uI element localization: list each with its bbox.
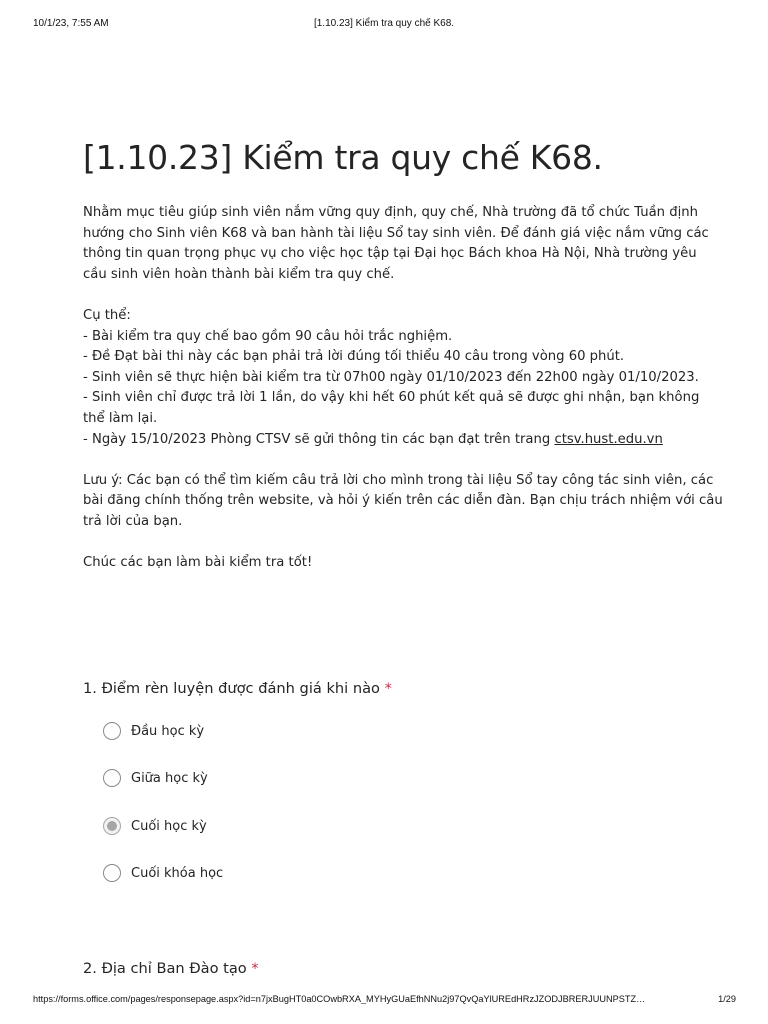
required-asterisk: *: [251, 960, 259, 977]
page-number: 1/29: [718, 994, 736, 1004]
detail-prefix: - Ngày 15/10/2023 Phòng CTSV sẽ gửi thông tin các bạn đạt trên trang: [83, 431, 555, 447]
print-footer: [0, 994, 768, 1008]
description-intro: Nhằm mục tiêu giúp sinh viên nắm vững quy định, quy chế, Nhà trường đã tổ chức Tuần định hướng cho Sinh viên K68 và ban hành tài liệu Sổ tay sinh viên. Để đánh giá việc nắm vững các thông tin quan trọng phục vụ cho việc học tập tại Đại học Bách khoa Hà Nội, Nhà trường yêu cầu sinh viên hoàn thành bài kiểm tra quy chế.: [83, 205, 709, 282]
question-1-text: 1. Điểm rèn luyện được đánh giá khi nào: [83, 680, 380, 697]
ctsv-link[interactable]: ctsv.hust.edu.vn: [554, 431, 663, 447]
detail-line-with-link: [83, 430, 723, 451]
radio-button-icon[interactable]: [103, 864, 121, 882]
required-asterisk: *: [384, 680, 392, 697]
detail-line: - Sinh viên sẽ thực hiện bài kiểm tra từ 07h00 ngày 01/10/2023 đến 22h00 ngày 01/10/2023.: [83, 369, 699, 385]
detail-line: - Đề Đạt bài thi này các bạn phải trả lời đúng tối thiểu 40 câu trong vòng 60 phút.: [83, 349, 625, 365]
print-header: [0, 18, 768, 32]
detail-line: - Bài kiểm tra quy chế bao gồm 90 câu hỏi trắc nghiệm.: [83, 328, 453, 344]
detail-line: - Sinh viên chỉ được trả lời 1 lần, do vậy khi hết 60 phút kết quả sẽ được ghi nhận, bạn không thể làm lại.: [83, 390, 700, 426]
details-heading: Cụ thể:: [83, 307, 131, 323]
form-description: [83, 203, 723, 574]
paragraph-gap: [83, 285, 723, 306]
paragraph-gap: [83, 450, 723, 471]
description-closing: Chúc các bạn làm bài kiểm tra tốt!: [83, 555, 313, 571]
option-label: Cuối học kỳ: [131, 818, 207, 834]
print-date: 10/1/23, 7:55 AM: [33, 18, 109, 29]
question-1-option-2[interactable]: [103, 768, 208, 788]
description-note: Lưu ý: Các bạn có thể tìm kiếm câu trả lời cho mình trong tài liệu Sổ tay công tác sinh viên, các bài đăng chính thống trên website, và hỏi ý kiến trên các diễn đàn. Bạn chịu trách nhiệm với câu trả lời của bạn.: [83, 472, 723, 529]
option-label: Đầu học kỳ: [131, 723, 205, 739]
print-url: https://forms.office.com/pages/responsepage.aspx?id=n7jxBugHT0a0COwbRXA_MYHyGUaEfhNNu2j97QvQaYlUREdHRzJZODJBRERJUUNPSTZ…: [33, 994, 646, 1004]
question-1-title: [83, 680, 392, 697]
question-2-title: [83, 960, 259, 977]
question-1-option-3[interactable]: [103, 816, 207, 836]
question-1-option-1[interactable]: [103, 721, 204, 741]
radio-button-icon[interactable]: [103, 722, 121, 740]
radio-button-selected-icon[interactable]: [103, 817, 121, 835]
form-title: [1.10.23] Kiểm tra quy chế K68.: [83, 138, 603, 177]
radio-button-icon[interactable]: [103, 769, 121, 787]
question-2-text: 2. Địa chỉ Ban Đào tạo: [83, 960, 247, 977]
paragraph-gap: [83, 533, 723, 554]
print-title: [1.10.23] Kiểm tra quy chế K68.: [313, 18, 455, 29]
question-1-option-4[interactable]: [103, 863, 223, 883]
option-label: Giữa học kỳ: [131, 770, 208, 786]
option-label: Cuối khóa học: [131, 865, 224, 881]
